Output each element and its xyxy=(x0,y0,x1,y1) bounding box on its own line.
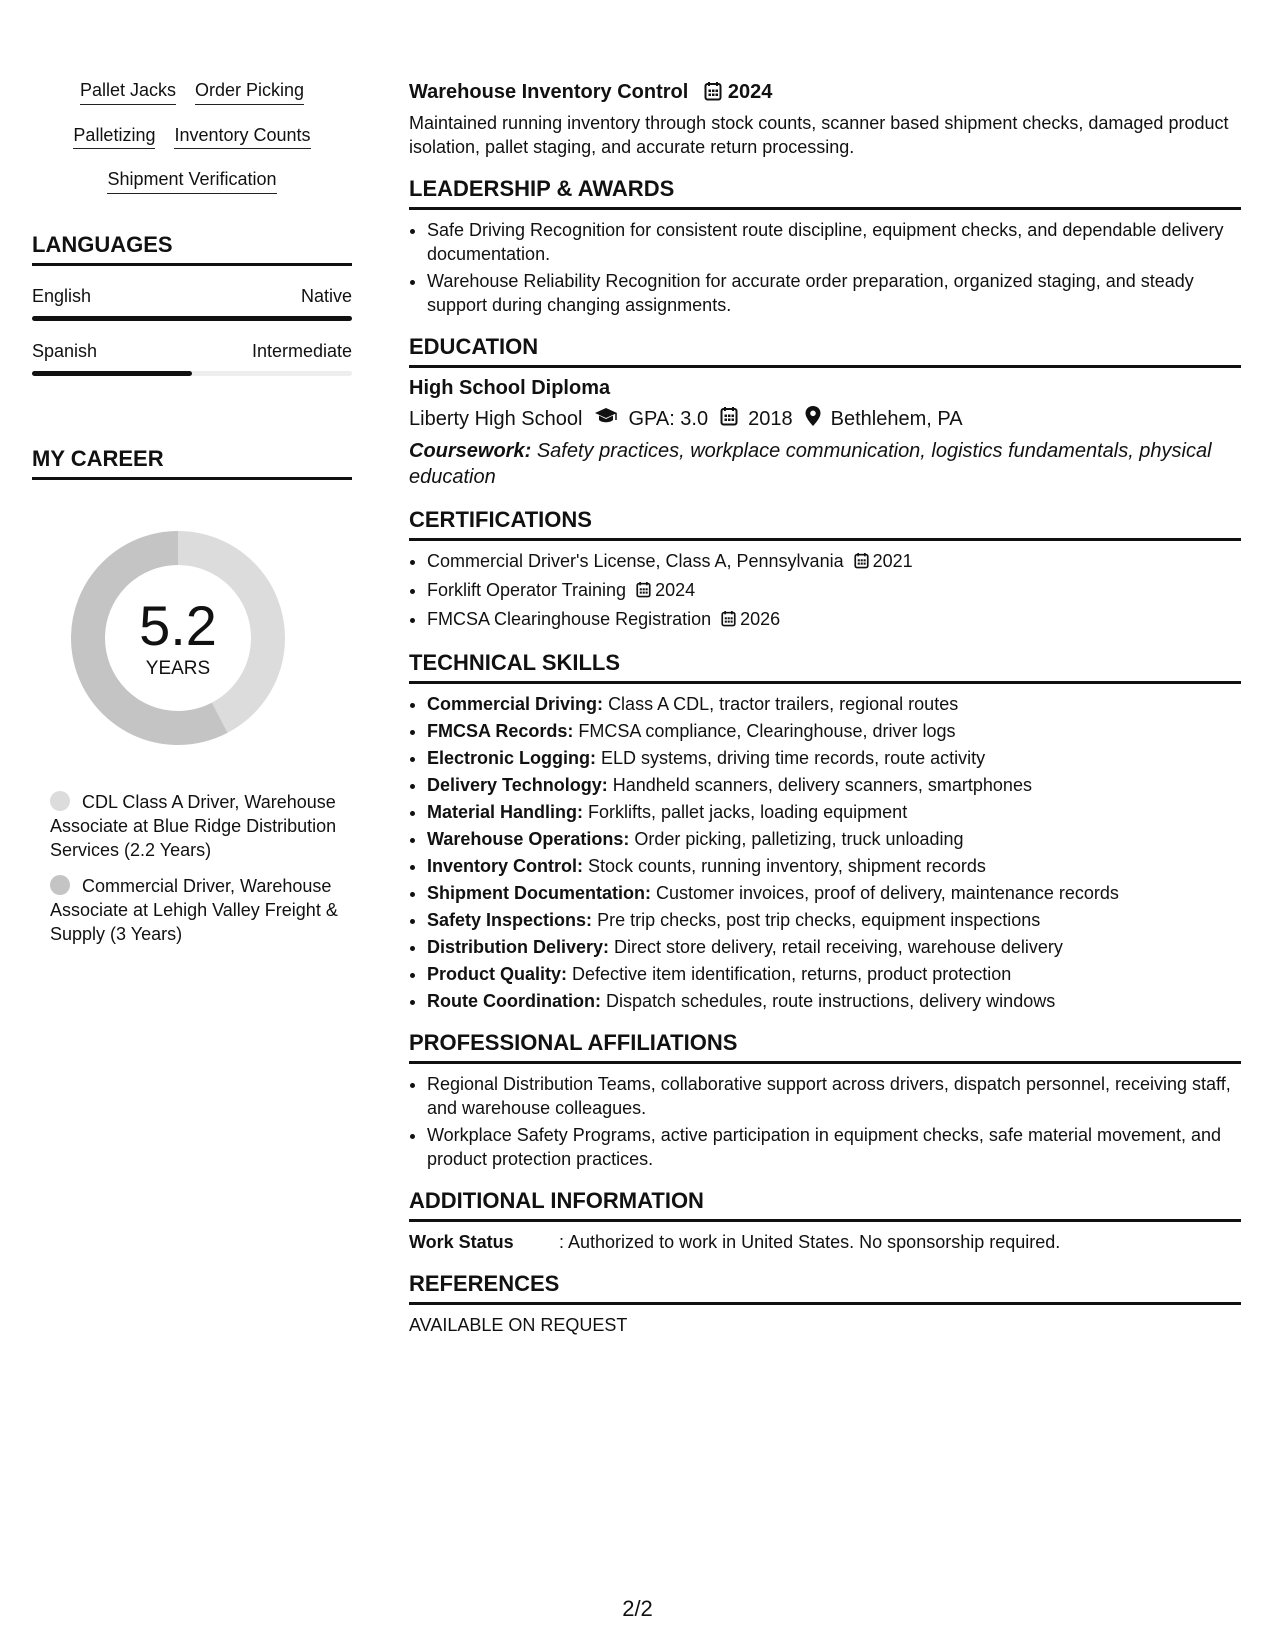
skill-label: Shipment Documentation: xyxy=(427,883,651,903)
skill-tag: Order Picking xyxy=(195,80,304,105)
right-column xyxy=(409,80,1241,1337)
certifications-list xyxy=(409,549,1241,633)
languages-section xyxy=(32,232,352,376)
coursework-text: Safety practices, workplace communication, logistics fundamentals, physical education xyxy=(409,440,1212,488)
skill-value: Pre trip checks, post trip checks, equipment inspections xyxy=(597,910,1041,930)
legend-label: CDL Class A Driver, Warehouse Associate at Blue Ridge Distribution Services (2.2 Years) xyxy=(50,791,337,860)
list-item xyxy=(427,549,1241,575)
certification-year: 2021 xyxy=(872,551,913,571)
language-bar xyxy=(32,371,352,376)
list-item: • Warehouse Reliability Recognition for accurate order preparation, organized staging, and steady support during changing assignments. xyxy=(427,269,1241,317)
skill-value: Customer invoices, proof of delivery, maintenance records xyxy=(656,883,1119,903)
references-heading: REFERENCES xyxy=(409,1272,1241,1305)
gpa: GPA: 3.0 xyxy=(628,408,709,430)
affiliations-heading: PROFESSIONAL AFFILIATIONS xyxy=(409,1031,1241,1064)
skill-label: Material Handling: xyxy=(427,802,584,822)
project-entry xyxy=(409,80,1241,159)
additional-info-heading: ADDITIONAL INFORMATION xyxy=(409,1189,1241,1222)
skill-value: Dispatch schedules, route instructions, delivery windows xyxy=(606,991,1056,1011)
calendar-icon xyxy=(720,406,738,432)
skill-label: Electronic Logging: xyxy=(427,748,596,768)
skill-value: Forklifts, pallet jacks, loading equipment xyxy=(588,802,908,822)
work-status-value: : Authorized to work in United States. No sponsorship required. xyxy=(559,1232,1061,1252)
skill-label: Route Coordination: xyxy=(427,991,601,1011)
technical-skills-heading: TECHNICAL SKILLS xyxy=(409,651,1241,684)
skill-label: Delivery Technology: xyxy=(427,775,608,795)
leadership-list xyxy=(409,218,1241,317)
language-level: Native xyxy=(300,285,352,306)
technical-skills-list xyxy=(409,692,1241,1013)
list-item xyxy=(427,607,1241,633)
skill-tag: Shipment Verification xyxy=(107,169,276,194)
calendar-icon xyxy=(854,551,869,575)
skill-value: Order picking, palletizing, truck unloading xyxy=(634,829,964,849)
certification-name: Forklift Operator Training xyxy=(427,580,627,600)
skill-label: Product Quality: xyxy=(427,964,568,984)
skill-tag: Pallet Jacks xyxy=(80,80,176,105)
skill-value: Class A CDL, tractor trailers, regional routes xyxy=(608,694,959,714)
list-item xyxy=(427,692,1241,716)
leadership-heading: LEADERSHIP & AWARDS xyxy=(409,177,1241,210)
list-item xyxy=(427,773,1241,797)
affiliations-list xyxy=(409,1072,1241,1171)
skill-value: ELD systems, driving time records, route activity xyxy=(601,748,986,768)
career-legend xyxy=(32,790,352,946)
skill-label: Distribution Delivery: xyxy=(427,937,610,957)
education-details xyxy=(409,406,1241,432)
location-pin-icon xyxy=(805,406,821,432)
language-name: Spanish xyxy=(32,340,98,361)
skill-tag: Palletizing xyxy=(73,125,155,150)
education-degree: High School Diploma xyxy=(409,377,611,399)
list-item xyxy=(427,854,1241,878)
list-item xyxy=(427,800,1241,824)
career-section xyxy=(32,446,352,946)
skill-value: Defective item identification, returns, product protection xyxy=(572,964,1012,984)
legend-item xyxy=(50,790,352,862)
coursework xyxy=(409,438,1241,490)
work-status-row xyxy=(409,1230,1241,1254)
list-item xyxy=(427,962,1241,986)
graduation-year: 2018 xyxy=(748,408,793,430)
list-item xyxy=(427,827,1241,851)
certifications-heading: CERTIFICATIONS xyxy=(409,508,1241,541)
calendar-icon xyxy=(636,580,651,604)
list-item: • Safe Driving Recognition for consistent route discipline, equipment checks, and dependable delivery documentation. xyxy=(427,218,1241,266)
legend-label: Commercial Driver, Warehouse Associate at Lehigh Valley Freight & Supply (3 Years) xyxy=(50,875,338,944)
skill-label: Safety Inspections: xyxy=(427,910,593,930)
certification-name: FMCSA Clearinghouse Registration xyxy=(427,609,712,629)
list-item xyxy=(427,989,1241,1013)
languages-heading: LANGUAGES xyxy=(32,232,352,266)
skill-label: Commercial Driving: xyxy=(427,694,604,714)
school-name: Liberty High School xyxy=(409,408,583,430)
certification-year: 2024 xyxy=(655,580,696,600)
work-status-label: Work Status xyxy=(409,1232,514,1252)
legend-item xyxy=(50,874,352,946)
career-total-years: 5.2 xyxy=(139,593,217,657)
language-level: Intermediate xyxy=(251,340,352,361)
language-bar-fill xyxy=(32,371,192,376)
list-item xyxy=(427,881,1241,905)
career-donut-chart xyxy=(66,526,290,750)
list-item xyxy=(427,578,1241,604)
school-location: Bethlehem, PA xyxy=(830,408,963,430)
list-item xyxy=(427,719,1241,743)
skill-label: Warehouse Operations: xyxy=(427,829,630,849)
legend-dot xyxy=(50,791,70,811)
skill-label: Inventory Control: xyxy=(427,856,583,876)
language-bar-fill xyxy=(32,316,352,321)
certification-year: 2026 xyxy=(740,609,781,629)
career-unit: YEARS xyxy=(145,657,211,679)
language-item xyxy=(32,341,352,376)
language-bar xyxy=(32,316,352,321)
list-item: • Workplace Safety Programs, active participation in equipment checks, safe material movement, and product protection practices. xyxy=(427,1123,1241,1171)
project-year: 2024 xyxy=(727,81,773,103)
project-description: Maintained running inventory through stock counts, scanner based shipment checks, damaged product isolation, pallet staging, and accurate return processing. xyxy=(409,113,1229,157)
skill-label: FMCSA Records: xyxy=(427,721,574,741)
graduation-cap-icon xyxy=(594,407,618,431)
education-heading: EDUCATION xyxy=(409,335,1241,368)
page-number: 2/2 xyxy=(622,1596,653,1621)
legend-dot xyxy=(50,875,70,895)
project-title: Warehouse Inventory Control xyxy=(409,81,689,103)
list-item xyxy=(427,908,1241,932)
list-item: • Regional Distribution Teams, collaborative support across drivers, dispatch personnel, receiving staff, and warehouse colleagues. xyxy=(427,1072,1241,1120)
calendar-icon xyxy=(704,81,722,107)
references-text: AVAILABLE ON REQUEST xyxy=(409,1315,628,1335)
skill-value: Handheld scanners, delivery scanners, smartphones xyxy=(612,775,1032,795)
skill-value: Direct store delivery, retail receiving, warehouse delivery xyxy=(614,937,1063,957)
certification-name: Commercial Driver's License, Class A, Pennsylvania xyxy=(427,551,844,571)
skill-value: Stock counts, running inventory, shipment records xyxy=(588,856,986,876)
list-item xyxy=(427,935,1241,959)
left-column xyxy=(32,80,352,958)
coursework-label: Coursework: xyxy=(409,440,532,462)
career-heading: MY CAREER xyxy=(32,446,352,480)
language-item xyxy=(32,286,352,321)
calendar-icon xyxy=(721,609,736,633)
skill-value: FMCSA compliance, Clearinghouse, driver logs xyxy=(578,721,956,741)
list-item xyxy=(427,746,1241,770)
skill-tag: Inventory Counts xyxy=(174,125,310,150)
skill-tags xyxy=(32,80,352,194)
language-name: English xyxy=(32,285,92,306)
